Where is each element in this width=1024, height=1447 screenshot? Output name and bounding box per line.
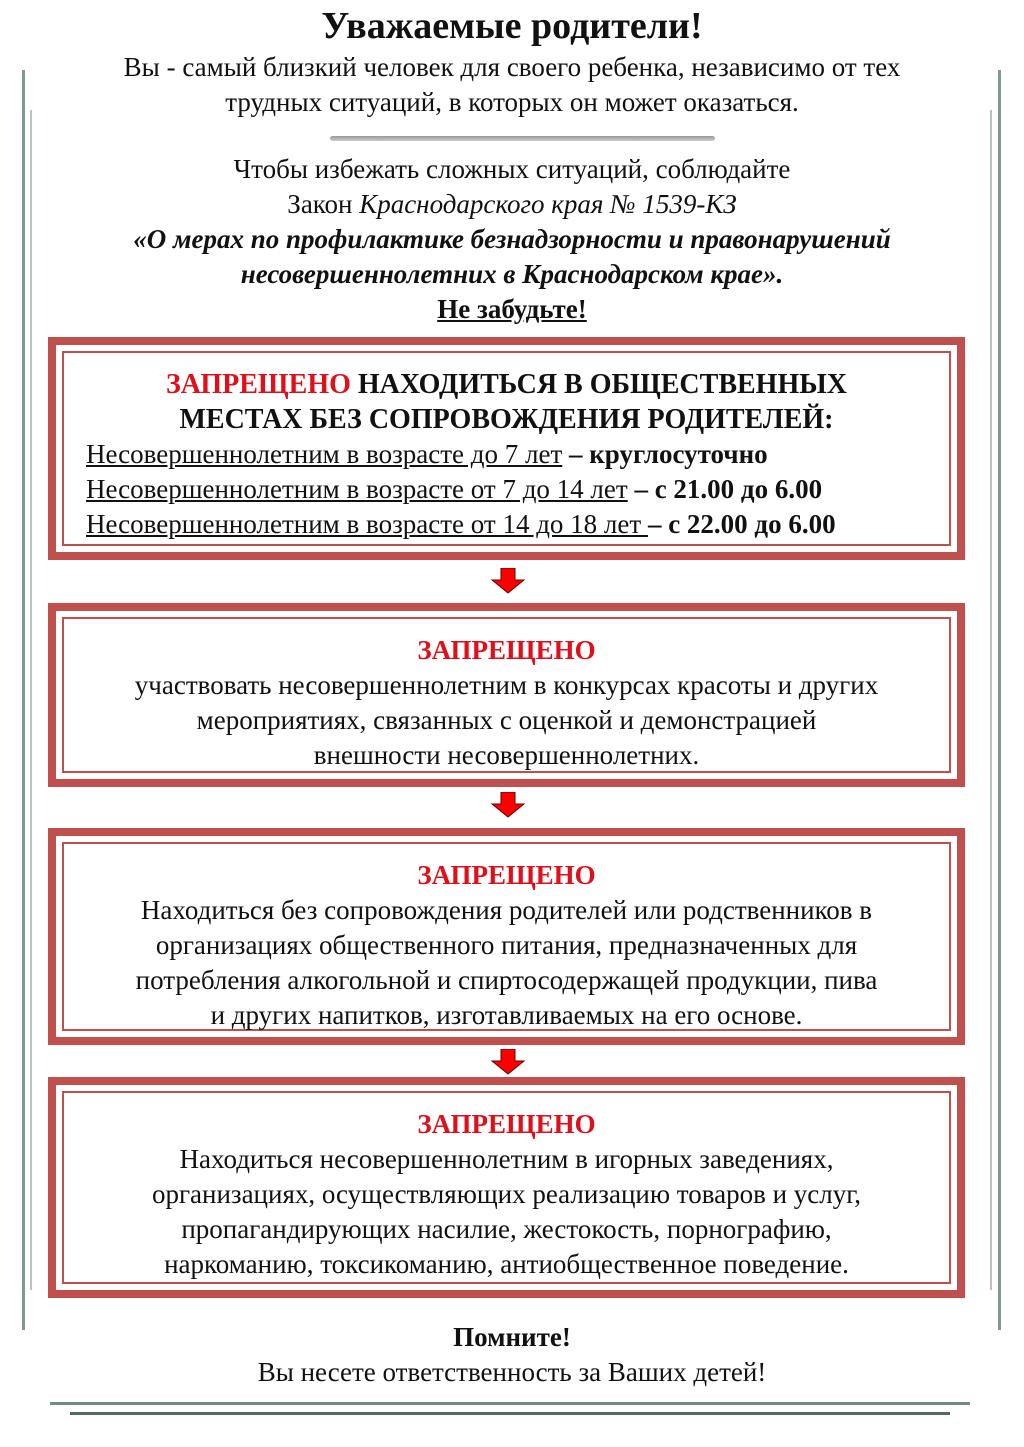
law-name-2: несовершеннолетних в Краснодарском крае».: [240, 259, 784, 289]
law-line-1: Чтобы избежать сложных ситуаций, соблюдайте: [233, 154, 791, 184]
law-line-2: [0, 187, 1024, 222]
frame-bottom-inner: [70, 1412, 950, 1415]
page-title: Уважаемые родители!: [321, 5, 703, 47]
law-prefix: Закон: [287, 189, 360, 219]
curfew-time: – с 22.00 до 6.00: [647, 509, 836, 539]
curfew-row: [86, 472, 949, 507]
arrow-down-icon: [490, 1049, 526, 1075]
forbidden-label: ЗАПРЕЩЕНО: [417, 635, 596, 665]
box1-heading: [64, 367, 949, 402]
footer-text: Вы несете ответственность за Ваших детей!: [257, 1357, 767, 1387]
rule-box-curfew: [48, 337, 965, 560]
box4-line: пропагандирующих насилие, жестокость, порнографию,: [181, 1214, 832, 1244]
curfew-row: [86, 437, 949, 472]
box4-line: наркоманию, токсикоманию, антиобщественное поведение.: [164, 1249, 849, 1279]
divider: [330, 136, 715, 141]
rule-box-alcohol-venues: [48, 828, 965, 1045]
frame-bottom: [50, 1402, 970, 1405]
forbidden-label: ЗАПРЕЩЕНО: [166, 369, 351, 400]
box3-line: и других напитков, изготавливаемых на его основе.: [210, 1000, 803, 1030]
reminder: Не забудьте!: [437, 294, 587, 324]
arrow-down-icon: [490, 792, 526, 818]
curfew-time: – круглосуточно: [562, 439, 768, 469]
box3-line: потребления алкогольной и спиртосодержащей продукции, пива: [135, 965, 878, 995]
curfew-row: [86, 507, 949, 542]
rule-box-gambling: [48, 1077, 965, 1298]
box1-heading-rest: НАХОДИТЬСЯ В ОБЩЕСТВЕННЫХ: [350, 369, 847, 400]
forbidden-label: ЗАПРЕЩЕНО: [417, 860, 596, 890]
curfew-age: Несовершеннолетним в возрасте от 7 до 14 лет: [86, 474, 628, 504]
box4-line: Находиться несовершеннолетним в игорных заведениях,: [179, 1144, 834, 1174]
box2-line: внешности несовершеннолетних.: [313, 740, 700, 770]
rule-box-beauty-contests: [48, 603, 965, 787]
box1-heading-line2: МЕСТАХ БЕЗ СОПРОВОЖДЕНИЯ РОДИТЕЛЕЙ:: [179, 404, 834, 435]
curfew-age: Несовершеннолетним в возрасте до 7 лет: [86, 439, 563, 469]
arrow-down-icon: [490, 568, 526, 594]
box3-line: организациях общественного питания, предназначенных для: [155, 930, 858, 960]
box2-line: мероприятиях, связанных с оценкой и демонстрацией: [196, 705, 817, 735]
curfew-time: – с 21.00 до 6.00: [627, 474, 823, 504]
curfew-age: Несовершеннолетним в возрасте от 14 до 18 лет: [86, 509, 648, 539]
footer-heading: Помните!: [453, 1322, 571, 1352]
intro-line-1: Вы - самый близкий человек для своего ребенка, независимо от тех: [123, 52, 901, 82]
box4-line: организациях, осуществляющих реализацию товаров и услуг,: [151, 1179, 862, 1209]
forbidden-label: ЗАПРЕЩЕНО: [417, 1109, 596, 1139]
law-name-1: «О мерах по профилактике безнадзорности и правонарушений: [133, 224, 891, 254]
intro-line-2: трудных ситуаций, в которых он может оказаться.: [225, 87, 799, 117]
box2-line: участвовать несовершеннолетним в конкурсах красоты и других: [134, 670, 879, 700]
box3-line: Находиться без сопровождения родителей или родственников в: [140, 895, 873, 925]
law-number: Краснодарского края № 1539-КЗ: [359, 189, 737, 219]
